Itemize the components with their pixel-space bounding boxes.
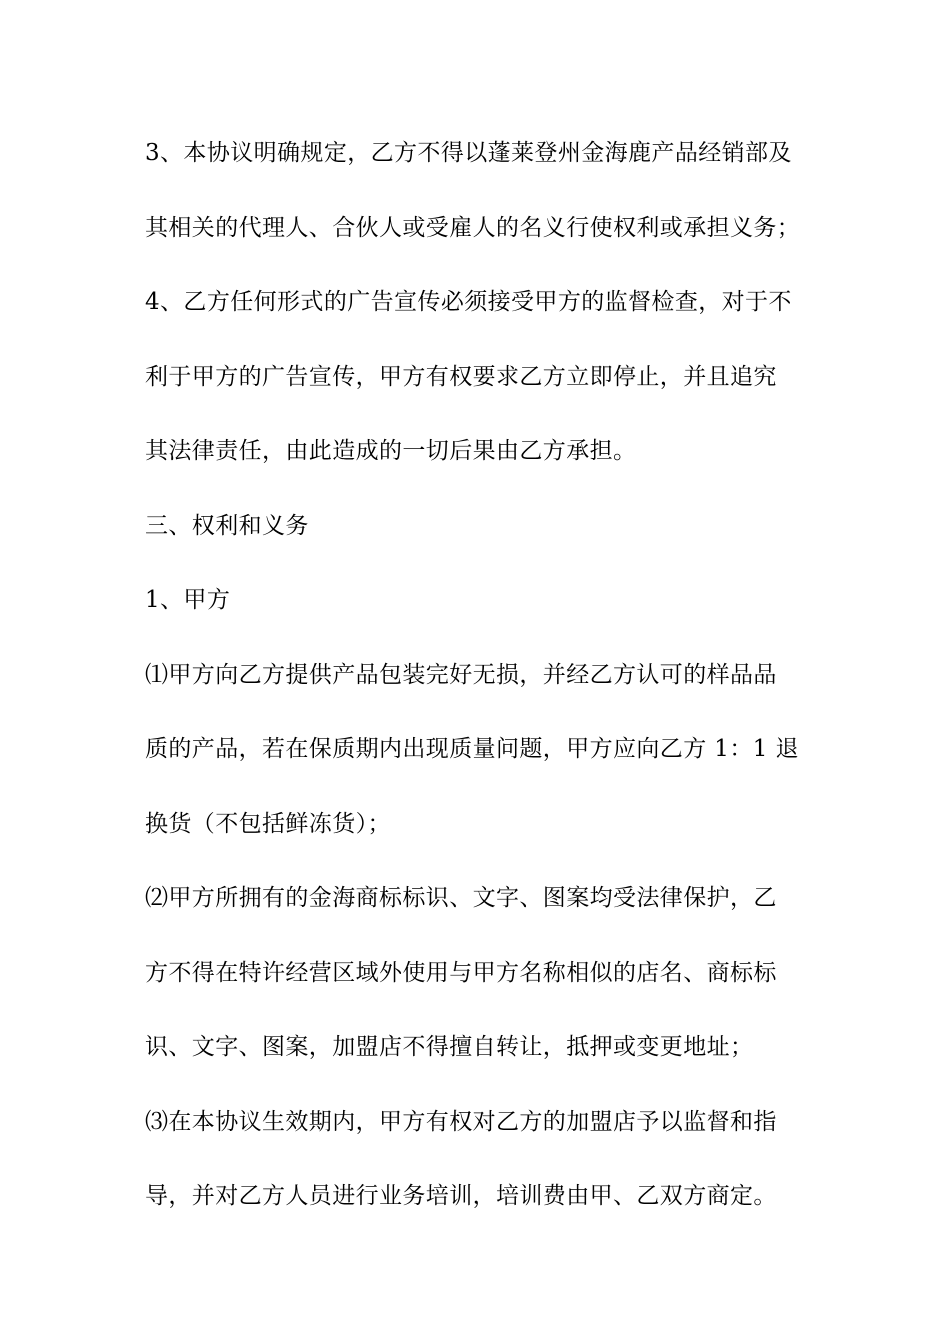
text-line-item-2-cont: 方不得在特许经营区域外使用与甲方名称相似的店名、商标标 (145, 959, 777, 986)
text-line-item-2-end: 识、文字、图案，加盟店不得擅自转让，抵押或变更地址； (145, 1034, 754, 1060)
document-body (145, 131, 810, 1249)
text-line-item-3: ⑶在本协议生效期内，甲方有权对乙方的加盟店予以监督和指 (145, 1108, 777, 1135)
text-line-clause-3-cont: 其相关的代理人、合伙人或受雇人的名义行使权利或承担义务； (145, 214, 801, 241)
text-line-item-1: ⑴甲方向乙方提供产品包装完好无损，并经乙方认可的样品品 (145, 661, 777, 688)
text-line-item-2: ⑵甲方所拥有的金海商标标识、文字、图案均受法律保护，乙 (145, 885, 777, 911)
text-line-item-1-cont: 质的产品，若在保质期内出现质量问题，甲方应向乙方 1：1 退 (145, 736, 799, 762)
text-line-item-3-end: 导，并对乙方人员进行业务培训，培训费由甲、乙双方商定。 (145, 1183, 777, 1209)
text-line-clause-3: 3、本协议明确规定，乙方不得以蓬莱登州金海鹿产品经销部及 (145, 140, 792, 166)
section-heading-rights-obligations: 三、权利和义务 (145, 512, 309, 539)
text-line-item-1-end: 换货（不包括鲜冻货）； (145, 810, 391, 837)
text-line-clause-4: 4、乙方任何形式的广告宣传必须接受甲方的监督检查，对于不 (145, 289, 792, 315)
text-line-clause-4-cont: 利于甲方的广告宣传，甲方有权要求乙方立即停止，并且追究 (145, 363, 777, 390)
subsection-heading-party-a: 1、甲方 (145, 587, 231, 613)
text-line-clause-4-end: 其法律责任，由此造成的一切后果由乙方承担。 (145, 438, 637, 464)
